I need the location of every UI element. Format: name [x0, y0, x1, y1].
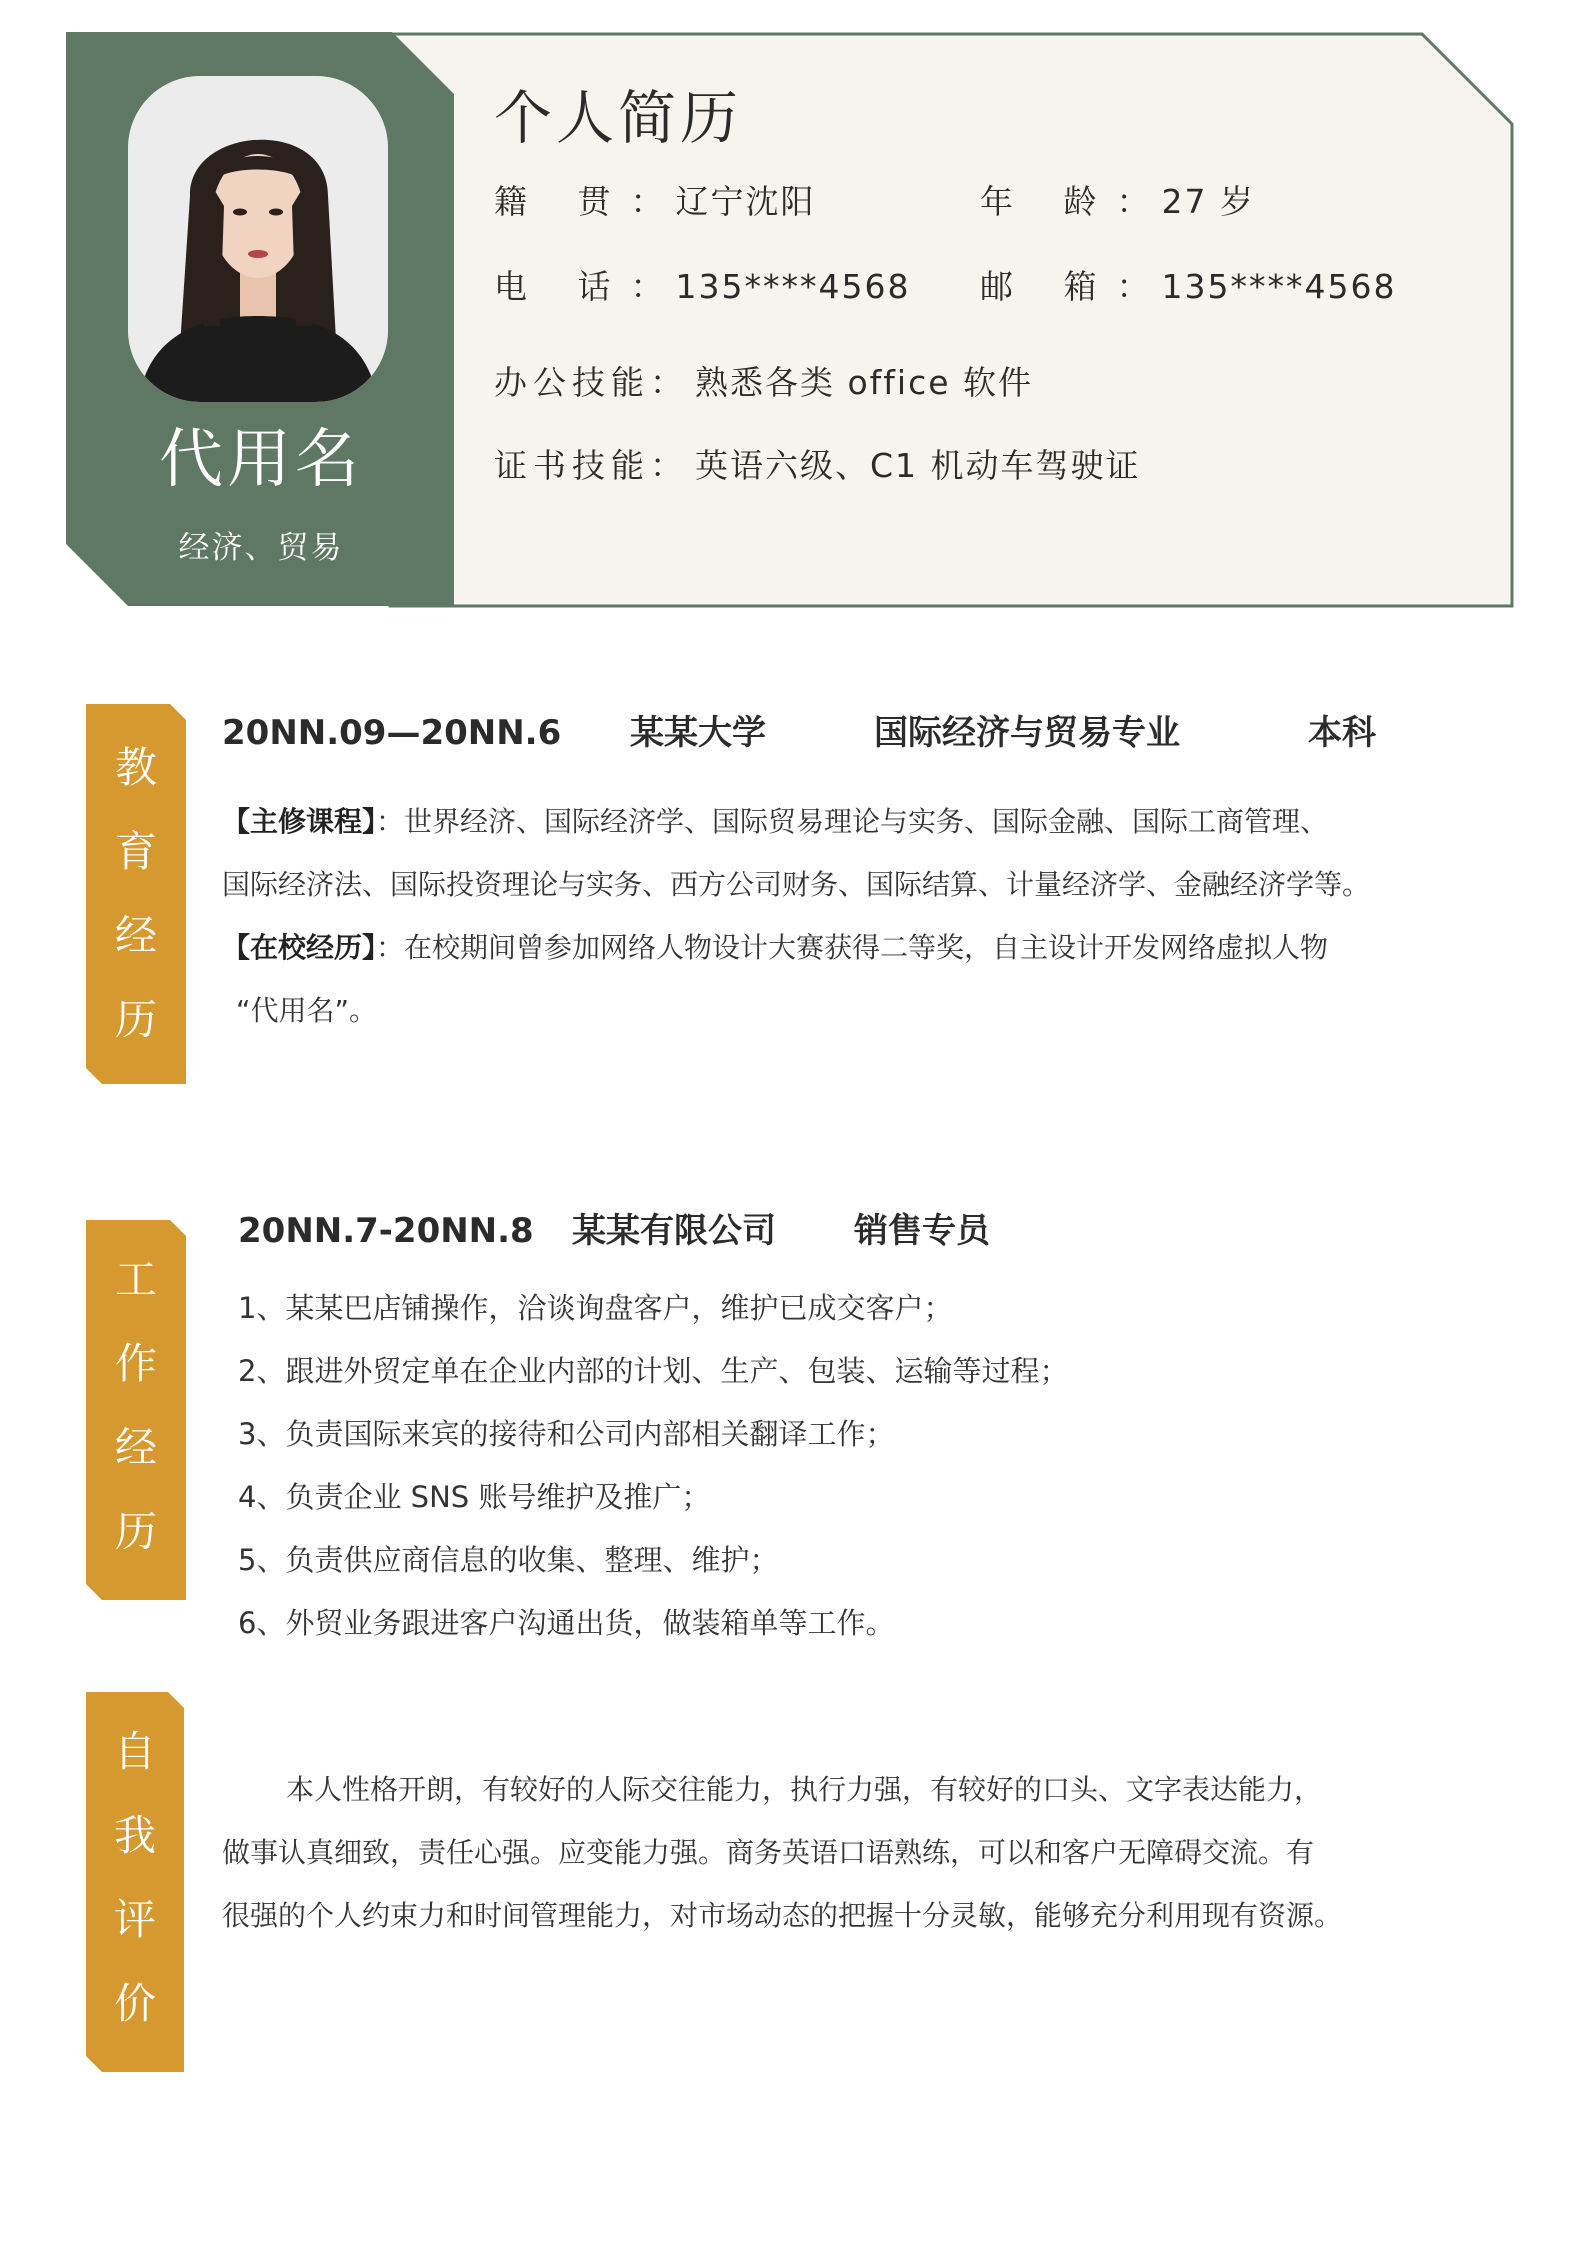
- info-email: [980, 264, 1396, 310]
- education-campus-line: “代用名”。: [236, 994, 378, 1027]
- info-separator: ：: [650, 446, 683, 485]
- education-school: 某某大学: [630, 713, 766, 753]
- tag-char: 评: [113, 1895, 156, 1944]
- tag-char: 历: [114, 1507, 157, 1556]
- resume-title: 个人简历: [494, 84, 743, 152]
- education-courses-line: [222, 790, 1328, 853]
- info-hometown: [494, 179, 816, 225]
- work-position: 销售专员: [854, 1211, 990, 1251]
- self-evaluation-line: 本人性格开朗，有较好的人际交往能力，执行力强，有较好的口头、文字表达能力，: [286, 1773, 1323, 1806]
- education-degree: 本科: [1308, 713, 1376, 753]
- section-tag-work: [86, 1220, 186, 1600]
- info-separator: ：: [1116, 182, 1150, 221]
- tag-char: 自: [113, 1727, 156, 1776]
- work-duty-item: 4、负责企业 SNS 账号维护及推广；: [238, 1480, 711, 1514]
- info-office-skills: [494, 360, 1033, 406]
- profile-photo: [128, 76, 388, 402]
- work-duty-item: 6、外贸业务跟进客户沟通出货，做装箱单等工作。: [238, 1606, 895, 1640]
- work-duty-item: 5、负责供应商信息的收集、整理、维护；: [238, 1543, 779, 1577]
- tag-char: 工: [114, 1255, 157, 1304]
- candidate-name: 代用名: [159, 423, 363, 497]
- work-duty-item: 1、某某巴店铺操作，洽谈询盘客户，维护已成交客户；: [238, 1291, 953, 1325]
- info-value: 135****4568: [1161, 267, 1397, 306]
- info-value: 135****4568: [675, 267, 911, 306]
- education-campus-line: [222, 916, 1328, 979]
- courses-label: 【主修课程】: [222, 805, 377, 838]
- info-phone: [494, 264, 910, 310]
- self-evaluation-line: 做事认真细致，责任心强。应变能力强。商务英语口语熟练，可以和客户无障碍交流。有: [222, 1836, 1315, 1869]
- info-value: 英语六级、C1 机动车驾驶证: [695, 446, 1141, 485]
- info-separator: ：: [1116, 267, 1150, 306]
- info-label: 电 话: [494, 267, 631, 306]
- info-separator: ：: [630, 182, 664, 221]
- candidate-major: 经济、贸易: [178, 530, 344, 566]
- section-tag-self-evaluation: [86, 1692, 184, 2072]
- tag-char: 经: [114, 911, 157, 960]
- education-major: 国际经济与贸易专业: [874, 713, 1180, 753]
- tag-char: 经: [114, 1423, 157, 1472]
- tag-char: 育: [114, 827, 157, 876]
- info-label: 办公技能: [494, 363, 650, 402]
- tag-char: 教: [114, 743, 157, 792]
- courses-text: ：世界经济、国际经济学、国际贸易理论与实务、国际金融、国际工商管理、: [376, 805, 1329, 838]
- work-duty-item: 2、跟进外贸定单在企业内部的计划、生产、包装、运输等过程；: [238, 1354, 1069, 1388]
- self-evaluation-line: 很强的个人约束力和时间管理能力，对市场动态的把握十分灵敏，能够充分利用现有资源。: [222, 1899, 1343, 1932]
- info-label: 籍 贯: [494, 182, 631, 221]
- work-header: [238, 1206, 1138, 1256]
- tag-char: 历: [114, 995, 157, 1044]
- work-duty-item: 3、负责国际来宾的接待和公司内部相关翻译工作；: [238, 1417, 895, 1451]
- education-courses-line: 国际经济法、国际投资理论与实务、西方公司财务、国际结算、计量经济学、金融经济学等。: [222, 868, 1371, 901]
- section-tag-education: [86, 704, 186, 1084]
- portrait-image: [128, 76, 388, 402]
- info-value: 熟悉各类 office 软件: [695, 363, 1034, 402]
- tag-char: 我: [113, 1811, 156, 1860]
- tag-char: 价: [113, 1979, 156, 2028]
- info-separator: ：: [650, 363, 683, 402]
- education-period: 20NN.09—20NN.6: [222, 713, 562, 753]
- info-certificates: [494, 443, 1141, 489]
- info-label: 年 龄: [980, 182, 1117, 221]
- info-value: 辽宁沈阳: [675, 182, 816, 221]
- info-label: 邮 箱: [980, 267, 1117, 306]
- work-company: 某某有限公司: [572, 1211, 776, 1251]
- info-label: 证书技能: [494, 446, 650, 485]
- campus-text: ：在校期间曾参加网络人物设计大赛获得二等奖，自主设计开发网络虚拟人物: [376, 931, 1329, 964]
- work-period: 20NN.7-20NN.8: [238, 1211, 534, 1251]
- info-value: 27 岁: [1161, 182, 1255, 221]
- info-separator: ：: [630, 267, 664, 306]
- tag-char: 作: [114, 1339, 157, 1388]
- campus-label: 【在校经历】: [222, 931, 377, 964]
- info-age: [980, 179, 1255, 225]
